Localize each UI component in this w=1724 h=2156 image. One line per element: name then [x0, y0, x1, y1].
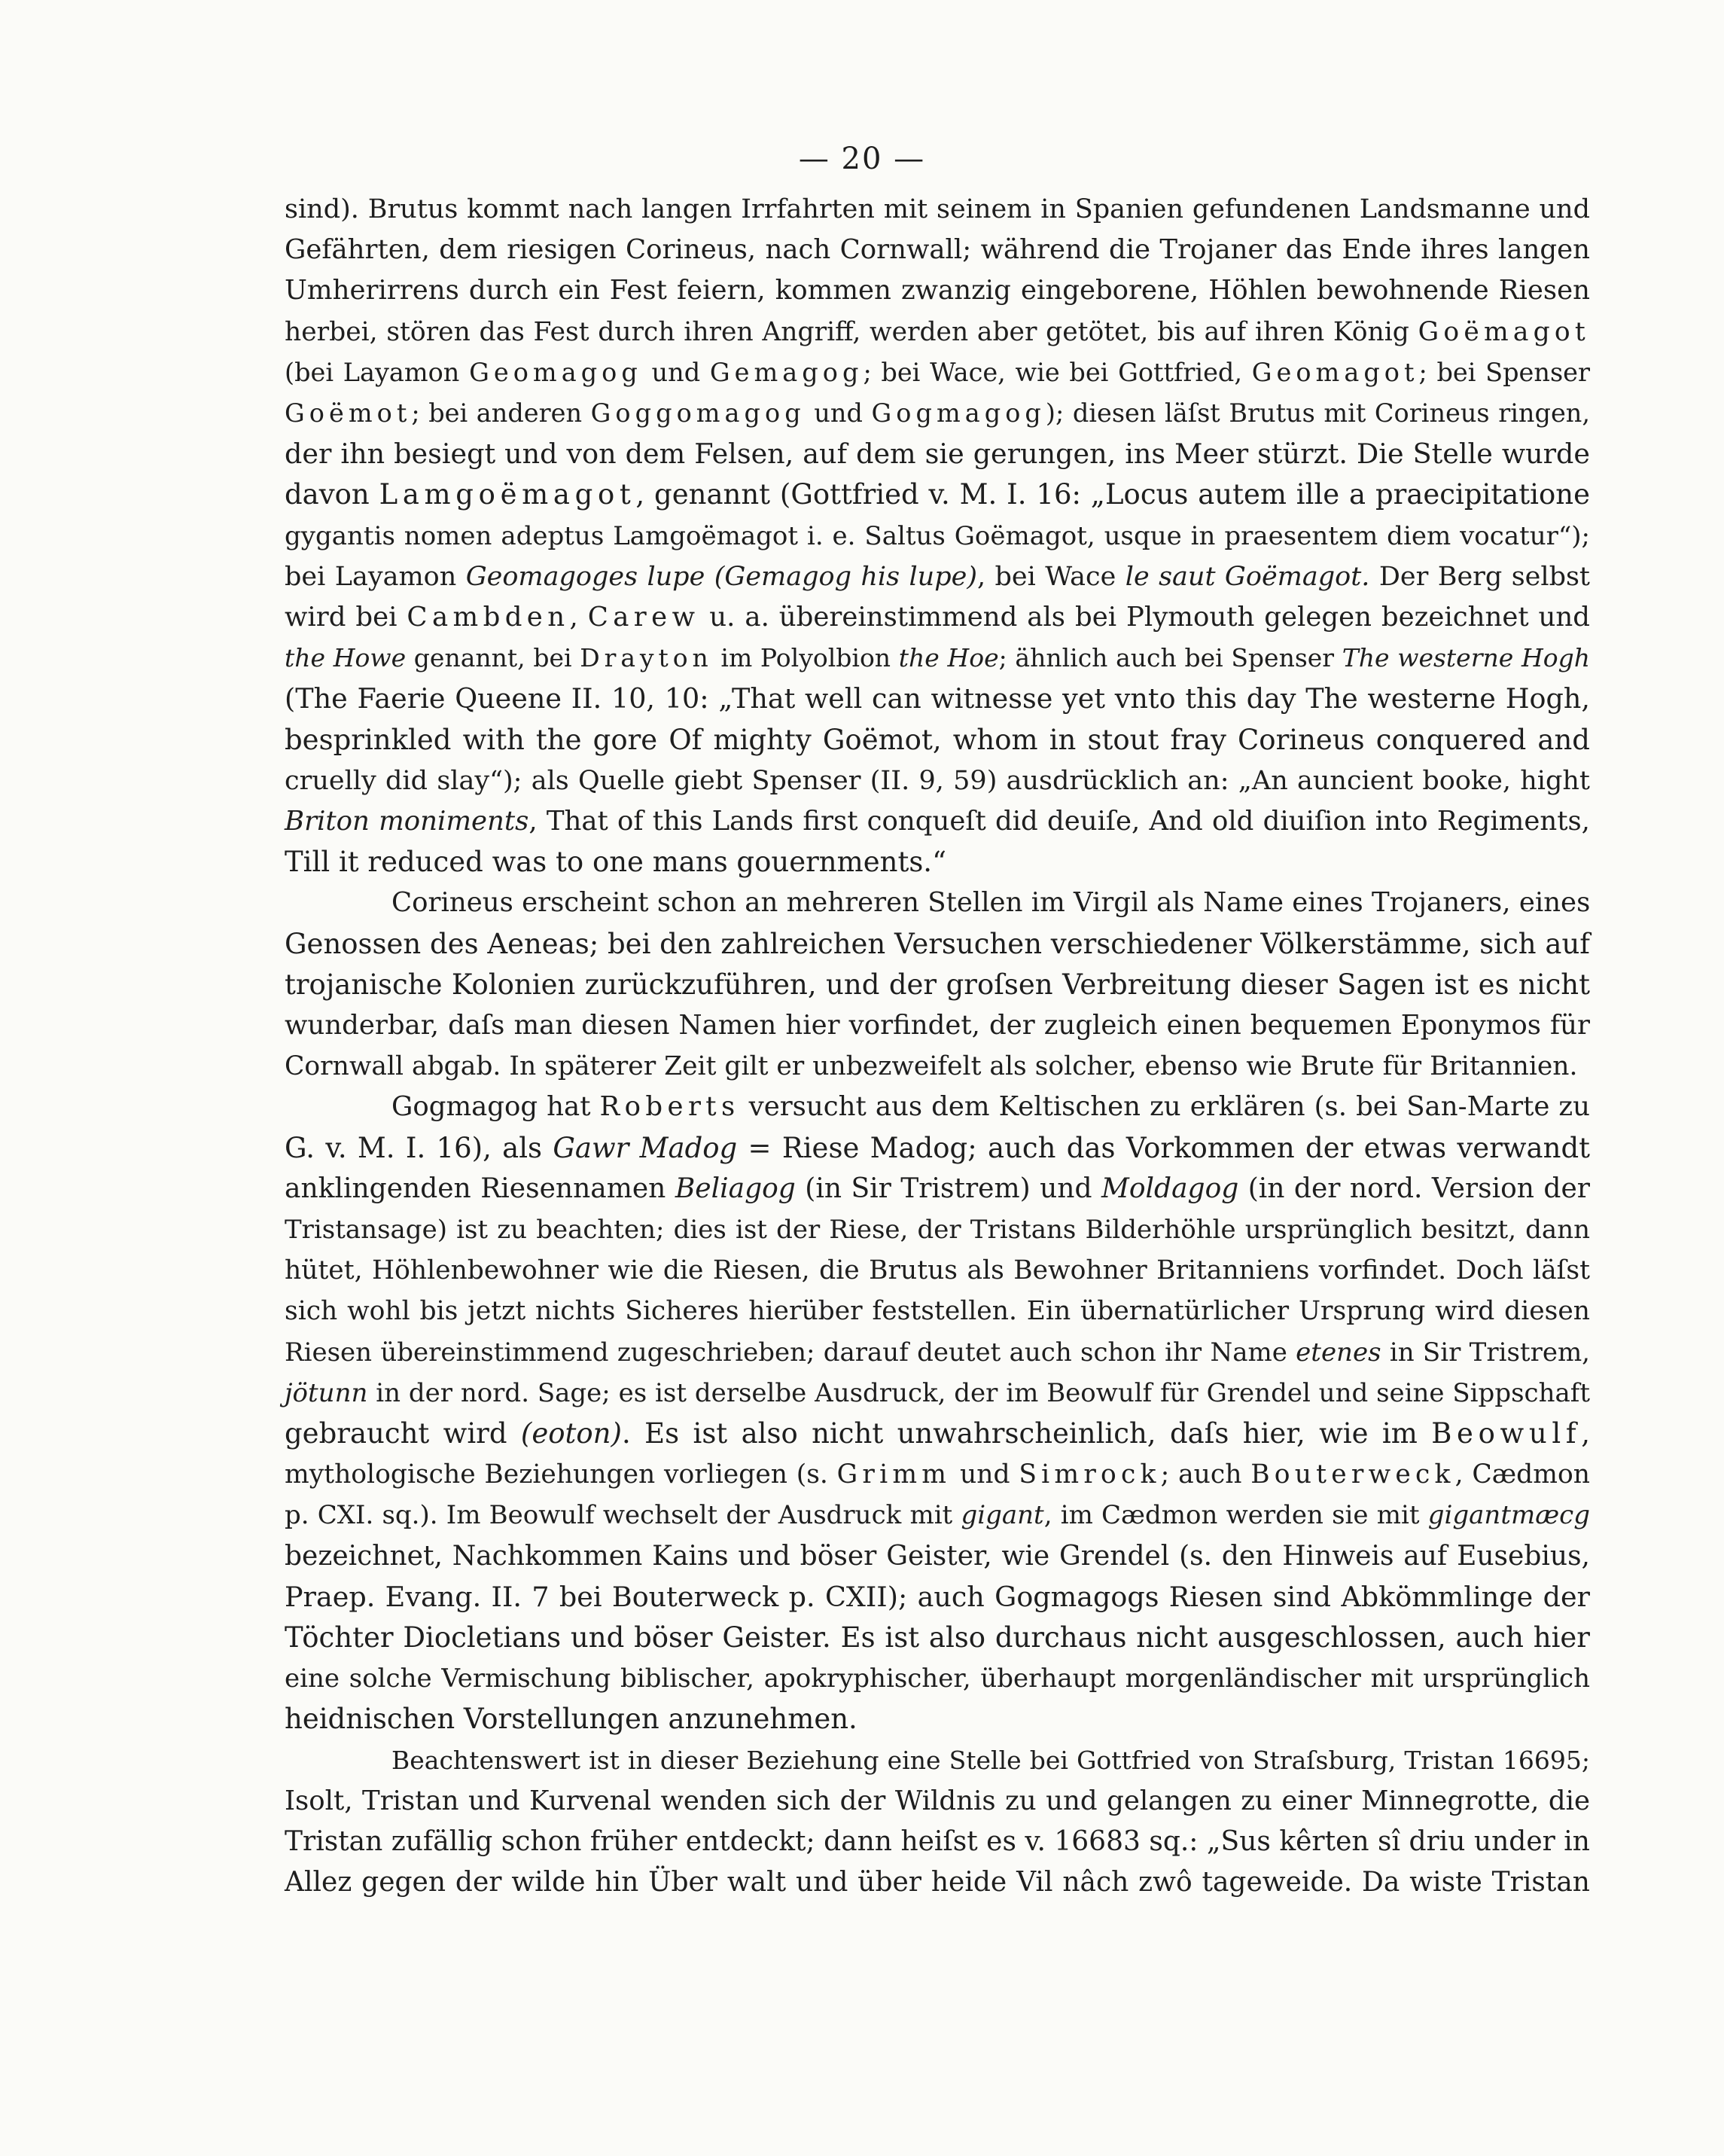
line-text: und — [805, 398, 872, 428]
text-line — [285, 311, 1590, 353]
text-line — [285, 1290, 1590, 1332]
spaced-name: Grimm — [836, 1459, 952, 1490]
line-text: herbei, stören das Fest durch ihren Angriff, werden aber getötet, bis auf ihren König — [285, 317, 1418, 347]
line-text: ; ähnlich auch bei Spenser — [998, 643, 1342, 672]
spaced-name: Gemagog — [709, 358, 864, 387]
line-text: sich wohl bis jetzt nichts Sicheres hierüber feststellen. Ein übernatürlicher Ursprung wird diesen — [285, 1296, 1590, 1326]
spaced-name: Geomagog — [469, 358, 642, 387]
text-line — [285, 1209, 1590, 1251]
line-text: im Polyolbion — [712, 643, 899, 672]
italic-text: Gawr Madog — [553, 1132, 738, 1164]
italic-text: Moldagog — [1101, 1173, 1239, 1204]
spaced-name: Carew — [587, 602, 700, 633]
spaced-name: Goggomagog — [590, 398, 806, 428]
spaced-name: Beowulf — [1431, 1417, 1582, 1450]
line-text: , genannt (Gottfried v. M. I. 16: „Locus autem ille a praecipitatione — [635, 478, 1590, 511]
line-text: bei Layamon — [285, 562, 466, 592]
line-text: (in Sir Tristrem) und — [795, 1173, 1101, 1204]
text-line — [285, 1535, 1590, 1578]
line-text: anklingenden Riesennamen — [285, 1173, 675, 1204]
text-line — [285, 637, 1590, 679]
line-text: , bei Wace — [977, 562, 1125, 592]
text-line — [285, 923, 1590, 965]
text-line — [285, 474, 1590, 516]
text-line — [285, 270, 1590, 312]
italic-text: Beliagog — [675, 1173, 796, 1204]
line-text: Cornwall abgab. In späterer Zeit gilt er unbezweifelt als solcher, ebenso wie Brute für Britannien. — [285, 1051, 1578, 1081]
line-text: Töchter Diocletians und böser Geister. Es ist also durchaus nicht ausgeschlossen, auch hier — [285, 1621, 1590, 1654]
line-text: Corineus erscheint schon an mehreren Stellen im Virgil als Name eines Trojaners, eines — [391, 887, 1591, 918]
line-text: cruelly did slay“); als Quelle giebt Spenser (II. 9, 59) ausdrücklich an: „An auncient booke, hight — [285, 766, 1590, 796]
line-text: sind). Brutus kommt nach langen Irrfahrten mit seinem in Spanien gefundenen Landsmanne und — [285, 194, 1590, 224]
italic-text: gigant — [961, 1500, 1044, 1530]
spaced-name: Gogmagog — [871, 398, 1046, 428]
line-text: ; bei anderen — [411, 398, 591, 428]
italic-text: Briton moniments — [285, 806, 529, 837]
italic-text: gigantmæcg — [1427, 1500, 1590, 1530]
text-line — [285, 760, 1590, 802]
text-line — [285, 352, 1590, 394]
line-text: Riesen übereinstimmend zugeschrieben; darauf deutet auch schon ihr Name — [285, 1337, 1296, 1368]
italic-text: jötunn — [285, 1378, 368, 1408]
line-text: Beachtenswert ist in dieser Beziehung eine Stelle bei Gottfried von Straſsburg, Tristan 16695; — [391, 1746, 1590, 1775]
text-line — [285, 392, 1590, 435]
line-text: ); diesen läſst Brutus mit Corineus ringen, — [1045, 398, 1591, 428]
line-text: wunderbar, daſs man diesen Namen hier vorfindet, der zugleich einen bequemen Eponymos für — [285, 1010, 1590, 1041]
line-text: der ihn besiegt und von dem Felsen, auf dem sie gerungen, ins Meer stürzt. Die Stelle wurde — [285, 438, 1590, 470]
spaced-name: Drayton — [580, 643, 713, 672]
text-line — [285, 433, 1590, 475]
line-text: (The Faerie Queene II. 10, 10: „That well can witnesse yet vnto this day The westerne Hogh, — [285, 682, 1590, 715]
line-text: Tristan zufällig schon früher entdeckt; dann heiſst es v. 16683 sq.: „Sus kêrten sî driu under in — [285, 1826, 1590, 1857]
text-line — [285, 596, 1590, 639]
text-line — [285, 800, 1590, 843]
italic-text: Geomagoges lupe (Gemagog his lupe) — [465, 562, 977, 592]
spaced-name: Simrock — [1019, 1459, 1161, 1490]
line-text: ; bei Spenser — [1418, 358, 1590, 387]
line-text: Der Berg selbst — [1369, 562, 1590, 592]
text-line — [285, 964, 1590, 1006]
italic-text: le saut Goëmagot. — [1125, 562, 1370, 592]
line-text: p. CXI. sq.). Im Beowulf wechselt der Ausdruck mit — [285, 1500, 961, 1530]
line-text: Genossen des Aeneas; bei den zahlreichen Versuchen verschiedener Völkerstämme, sich auf — [285, 928, 1590, 960]
line-text: wird bei — [285, 602, 407, 633]
line-text: eine solche Vermischung biblischer, apokryphischer, überhaupt morgenländischer mit ursprünglich — [285, 1664, 1590, 1694]
text-line — [285, 515, 1590, 557]
line-text: genannt, bei — [406, 643, 580, 672]
line-text: Umherirrens durch ein Fest feiern, kommen zwanzig eingeborene, Höhlen bewohnende Riesen — [285, 275, 1590, 306]
text-line — [285, 719, 1590, 761]
text-line — [285, 1168, 1590, 1210]
line-text: gygantis nomen adeptus Lamgoëmagot i. e. Saltus Goëmagot, usque in praesentem diem vocatur“); — [285, 521, 1590, 551]
line-text: besprinkled with the gore Of mighty Goëmot, whom in stout fray Corineus conquered and — [285, 724, 1590, 756]
line-text: (bei Layamon — [285, 358, 470, 387]
spaced-name: Bouterweck — [1250, 1459, 1455, 1490]
line-text: Allez gegen der wilde hin Über walt und über heide Vil nâch zwô tageweide. Da wiste Tristan — [285, 1867, 1590, 1898]
line-text: mythologische Beziehungen vorliegen (s. — [285, 1459, 837, 1490]
line-text: Gogmagog hat — [391, 1091, 600, 1122]
text-line — [285, 1413, 1590, 1455]
line-text: , Cædmon — [1454, 1459, 1590, 1490]
line-text: trojanische Kolonien zurückzuführen, und der groſsen Verbreitung dieser Sagen ist es nicht — [285, 968, 1590, 1001]
line-text: und — [641, 358, 710, 387]
text-line — [391, 882, 1590, 924]
line-text: G. v. M. I. 16), als — [285, 1132, 553, 1164]
text-line — [285, 1657, 1590, 1700]
line-text: hütet, Höhlenbewohner wie die Riesen, die Brutus als Bewohner Britanniens vorfindet. Doch läſst — [285, 1255, 1590, 1285]
text-line — [285, 841, 1590, 883]
italic-text: the Hoe — [898, 643, 999, 672]
line-text: , im Cædmon werden sie mit — [1043, 1500, 1428, 1530]
line-text: . Es ist also nicht unwahrscheinlich, daſs hier, wie im — [621, 1417, 1432, 1450]
line-text: Tristansage) ist zu beachten; dies ist der Riese, der Tristans Bilderhöhle ursprünglich besitzt, dann — [285, 1215, 1590, 1245]
spaced-name: Goëmot — [285, 398, 412, 428]
italic-text: etenes — [1296, 1337, 1381, 1368]
text-line — [285, 188, 1590, 230]
text-line — [285, 1494, 1590, 1536]
italic-text: the Howe — [285, 643, 407, 672]
text-line — [285, 1372, 1590, 1414]
text-line — [285, 1862, 1590, 1904]
line-text: Praep. Evang. II. 7 bei Bouterweck p. CXII); auch Gogmagogs Riesen sind Abkömmlinge der — [285, 1581, 1590, 1613]
line-text: = Riese Madog; auch das Vorkommen der etwas verwandt — [737, 1132, 1590, 1164]
line-text: , That of this Lands first conqueſt did deuiſe, And old diuiſion into Regiments, — [528, 806, 1590, 837]
line-text: , — [569, 602, 588, 633]
text-line — [285, 556, 1590, 598]
line-text: (in der nord. Version der — [1238, 1173, 1590, 1204]
text-line — [391, 1740, 1590, 1782]
text-line — [285, 1127, 1590, 1169]
line-text: ; bei Wace, wie bei Gottfried, — [863, 358, 1252, 387]
line-text: gebraucht wird — [285, 1417, 521, 1450]
italic-text: The westerne Hogh — [1342, 643, 1590, 672]
page-number: — 20 — — [798, 142, 926, 176]
line-text: und — [951, 1459, 1019, 1490]
line-text: bezeichnet, Nachkommen Kains und böser Geister, wie Grendel (s. den Hinweis auf Eusebius, — [285, 1541, 1590, 1572]
spaced-name: Lamgoëmagot — [379, 478, 636, 511]
line-text: Isolt, Tristan und Kurvenal wenden sich der Wildnis zu und gelangen zu einer Minnegrotte, die — [285, 1785, 1590, 1816]
text-line — [285, 1576, 1590, 1618]
line-text: in der nord. Sage; es ist derselbe Ausdruck, der im Beowulf für Grendel und seine Sippschaft — [367, 1378, 1590, 1408]
italic-text: (eoton) — [520, 1417, 622, 1450]
line-text: in Sir Tristrem, — [1381, 1337, 1590, 1368]
text-line — [285, 229, 1590, 271]
spaced-name: Roberts — [599, 1091, 740, 1122]
text-line — [285, 1780, 1590, 1822]
text-line — [285, 1045, 1590, 1087]
text-line — [285, 1617, 1590, 1659]
line-text: Gefährten, dem riesigen Corineus, nach Cornwall; während die Trojaner das Ende ihres langen — [285, 234, 1590, 265]
text-line — [285, 1453, 1590, 1496]
line-text: ; auch — [1160, 1459, 1251, 1490]
line-text: Till it reduced was to one mans gouernments.“ — [285, 846, 946, 878]
text-line — [285, 1005, 1590, 1047]
line-text: davon — [285, 478, 379, 511]
text-line — [285, 1331, 1590, 1374]
text-line — [285, 678, 1590, 720]
spaced-name: Cambden — [407, 602, 570, 633]
line-text: versucht aus dem Keltischen zu erklären (s. bei San-Marte zu — [739, 1091, 1590, 1122]
text-line — [285, 1698, 1590, 1740]
spaced-name: Geomagot — [1251, 358, 1419, 387]
spaced-name: Goëmagot — [1418, 317, 1590, 347]
line-text: heidnischen Vorstellungen anzunehmen. — [285, 1703, 857, 1735]
text-line — [285, 1821, 1590, 1863]
text-line — [285, 1249, 1590, 1291]
text-line — [391, 1086, 1590, 1128]
line-text: u. a. übereinstimmend als bei Plymouth gelegen bezeichnet und — [699, 602, 1590, 633]
line-text: , — [1581, 1417, 1590, 1450]
